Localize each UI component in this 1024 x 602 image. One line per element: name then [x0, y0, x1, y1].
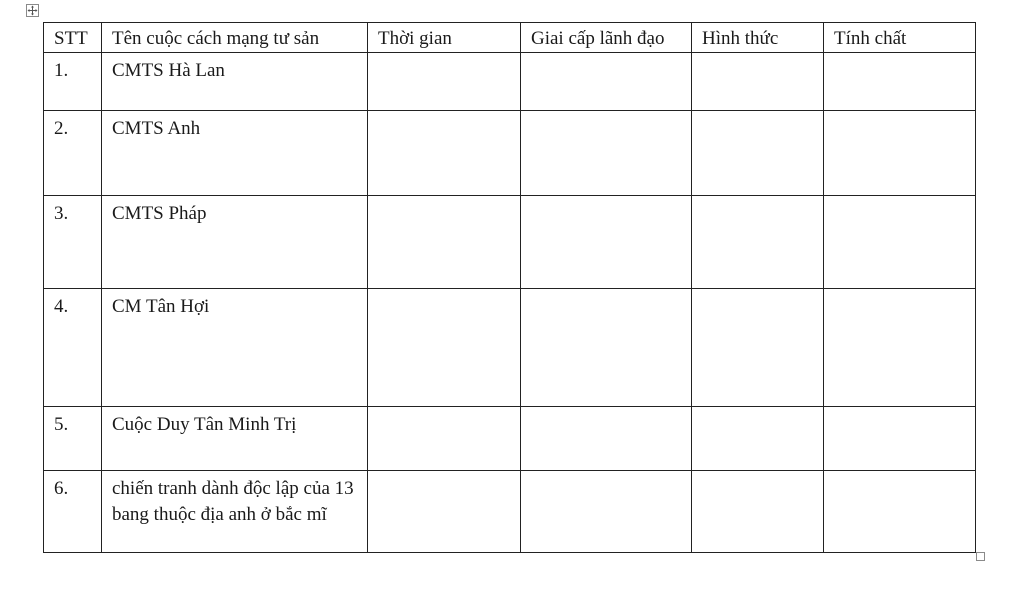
cell-nature[interactable] — [824, 111, 976, 196]
table-resize-handle[interactable] — [976, 552, 985, 561]
cell-nature[interactable] — [824, 289, 976, 407]
cell-revolution-name[interactable]: CM Tân Hợi — [102, 289, 368, 407]
table-header-row — [44, 23, 976, 53]
table-row — [44, 407, 976, 471]
table-move-handle-icon[interactable] — [26, 4, 39, 17]
cell-time[interactable] — [368, 53, 521, 111]
header-revolution-name[interactable]: Tên cuộc cách mạng tư sản — [102, 23, 368, 53]
cell-leading-class[interactable] — [521, 289, 692, 407]
cell-stt[interactable]: 1. — [44, 53, 102, 111]
table-row — [44, 471, 976, 553]
table-row — [44, 111, 976, 196]
cell-stt[interactable]: 3. — [44, 196, 102, 289]
cell-nature[interactable] — [824, 53, 976, 111]
cell-revolution-name[interactable]: CMTS Anh — [102, 111, 368, 196]
table-row — [44, 196, 976, 289]
cell-time[interactable] — [368, 289, 521, 407]
cell-form[interactable] — [692, 53, 824, 111]
cell-time[interactable] — [368, 471, 521, 553]
cell-stt[interactable]: 2. — [44, 111, 102, 196]
cell-form[interactable] — [692, 289, 824, 407]
table-row — [44, 53, 976, 111]
cell-time[interactable] — [368, 111, 521, 196]
cell-stt[interactable]: 5. — [44, 407, 102, 471]
cell-stt[interactable]: 4. — [44, 289, 102, 407]
cell-revolution-name[interactable]: chiến tranh dành độc lập của 13 bang thuộc địa anh ở bắc mĩ — [102, 471, 368, 553]
cell-leading-class[interactable] — [521, 407, 692, 471]
cell-nature[interactable] — [824, 471, 976, 553]
cell-form[interactable] — [692, 407, 824, 471]
cell-leading-class[interactable] — [521, 471, 692, 553]
cell-nature[interactable] — [824, 407, 976, 471]
cell-leading-class[interactable] — [521, 196, 692, 289]
cell-leading-class[interactable] — [521, 111, 692, 196]
header-nature[interactable]: Tính chất — [824, 23, 976, 53]
cell-stt[interactable]: 6. — [44, 471, 102, 553]
header-time[interactable]: Thời gian — [368, 23, 521, 53]
cell-form[interactable] — [692, 111, 824, 196]
header-form[interactable]: Hình thức — [692, 23, 824, 53]
cell-form[interactable] — [692, 196, 824, 289]
cell-revolution-name[interactable]: CMTS Hà Lan — [102, 53, 368, 111]
cell-nature[interactable] — [824, 196, 976, 289]
header-stt[interactable]: STT — [44, 23, 102, 53]
table-row — [44, 289, 976, 407]
cell-form[interactable] — [692, 471, 824, 553]
revolutions-table — [43, 22, 976, 553]
cell-time[interactable] — [368, 196, 521, 289]
cell-time[interactable] — [368, 407, 521, 471]
header-leading-class[interactable]: Giai cấp lãnh đạo — [521, 23, 692, 53]
cell-leading-class[interactable] — [521, 53, 692, 111]
cell-revolution-name[interactable]: Cuộc Duy Tân Minh Trị — [102, 407, 368, 471]
cell-revolution-name[interactable]: CMTS Pháp — [102, 196, 368, 289]
